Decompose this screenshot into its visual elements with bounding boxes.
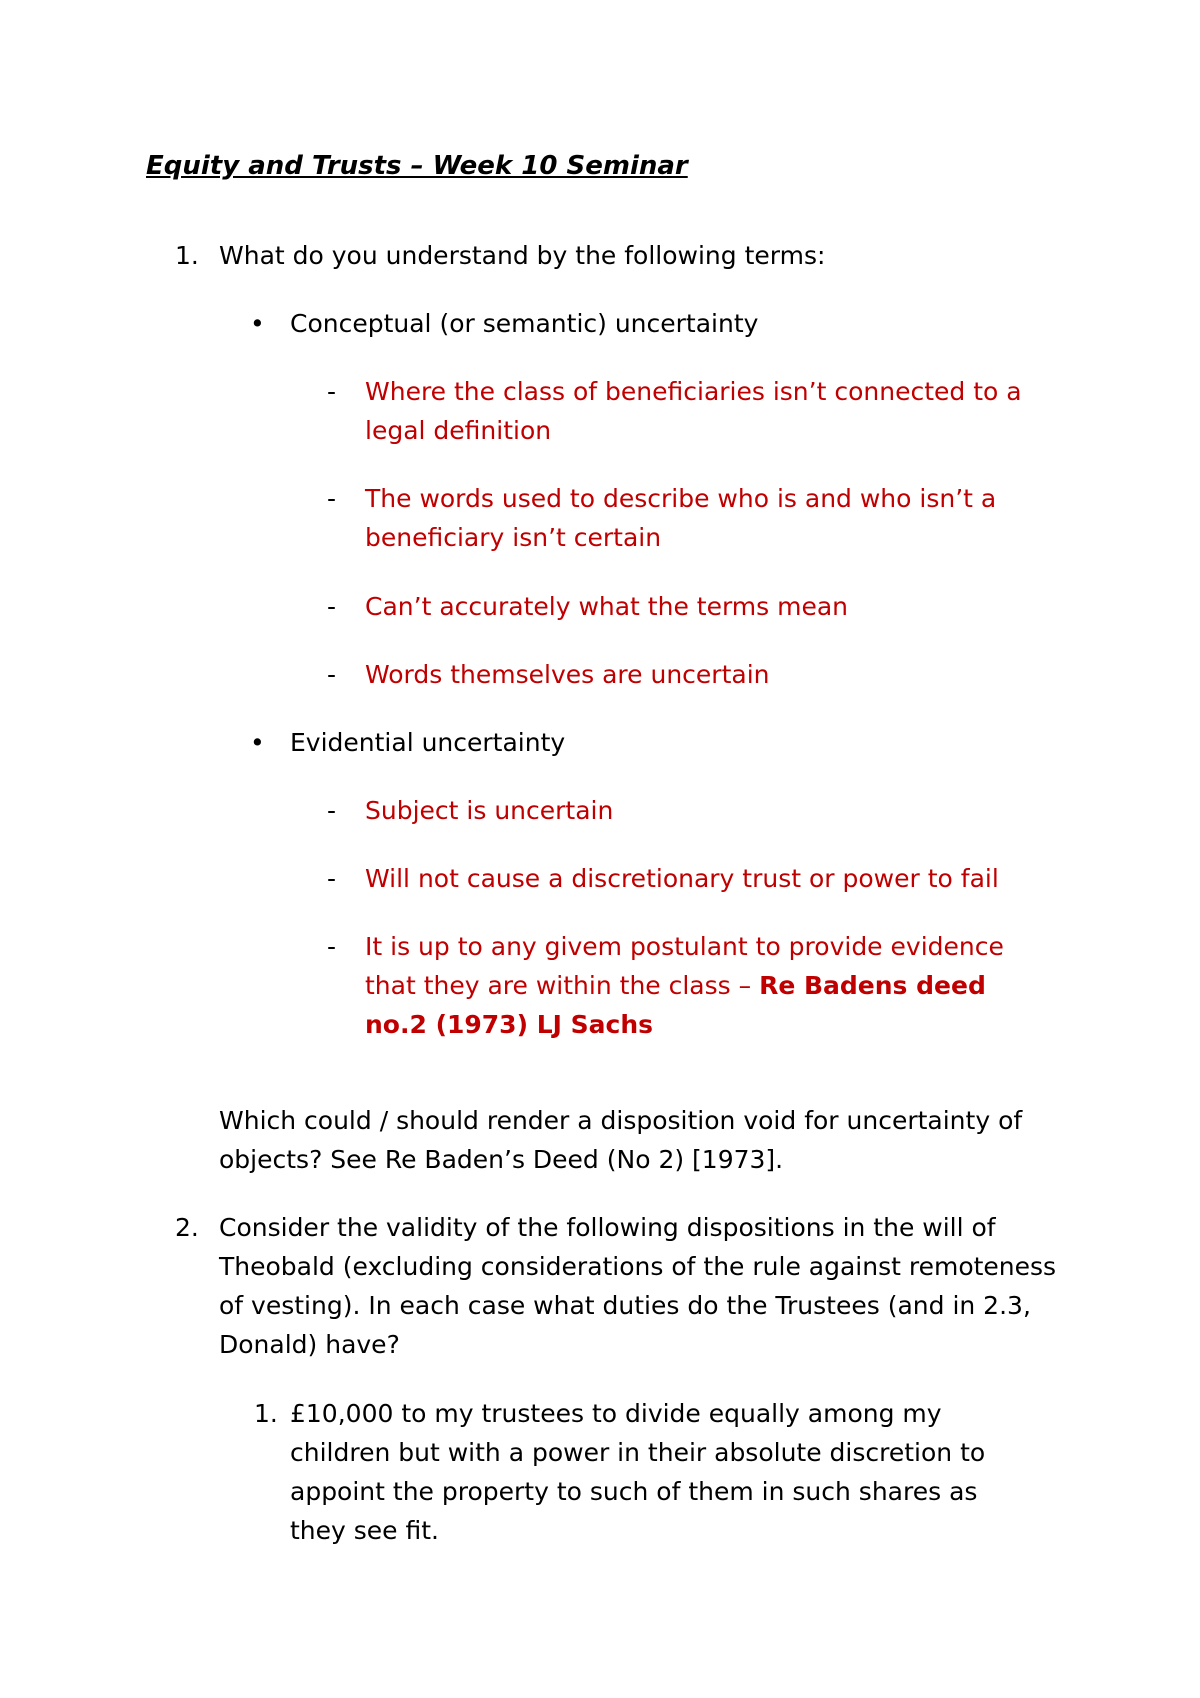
answer-item <box>327 791 1067 830</box>
answer-item <box>327 927 1037 1044</box>
question-2 <box>175 1208 1060 1364</box>
dash-icon: - <box>327 660 337 689</box>
dash-icon: - <box>327 796 337 825</box>
bullet-item-evidential <box>250 723 1050 762</box>
bullet-item-conceptual <box>250 304 1050 343</box>
question-number: 2. <box>175 1213 199 1242</box>
bullet-icon: • <box>250 728 265 757</box>
answer-text: Can’t accurately what the terms mean <box>365 592 849 621</box>
bullet-label: Conceptual (or semantic) uncertainty <box>290 309 759 338</box>
question-text: What do you understand by the following terms: <box>219 241 826 270</box>
answer-text-plain: It is up to any givem postulant to provide evidence that they are within the class – <box>365 932 1004 1000</box>
answer-item <box>327 859 1067 898</box>
dash-icon: - <box>327 864 337 893</box>
question-1 <box>175 236 1075 275</box>
answer-text: The words used to describe who is and who isn’t a beneficiary isn’t certain <box>365 484 997 552</box>
sub-question-2-1 <box>254 1394 1034 1550</box>
answer-text: Subject is uncertain <box>365 796 614 825</box>
answer-item <box>327 372 1042 450</box>
answer-text: Words themselves are uncertain <box>365 660 770 689</box>
answer-item <box>327 655 1067 694</box>
answer-item <box>327 479 1042 557</box>
sub-question-number: 1. <box>254 1399 278 1428</box>
dash-icon: - <box>327 592 337 621</box>
answer-text: Will not cause a discretionary trust or power to fail <box>365 864 999 893</box>
document-title: Equity and Trusts – Week 10 Seminar <box>146 151 688 181</box>
question-number: 1. <box>175 241 199 270</box>
answer-text <box>365 927 1037 1044</box>
bullet-icon: • <box>250 309 265 338</box>
dash-icon: - <box>327 932 337 961</box>
bullet-label: Evidential uncertainty <box>290 728 566 757</box>
answer-item <box>327 587 1067 626</box>
question-text: Consider the validity of the following dispositions in the will of Theobald (excluding considerations of the rule against remoteness of vesting). In each case what duties do the Trustees (and in 2.3, Donald) have? <box>219 1213 1057 1359</box>
sub-question-text: £10,000 to my trustees to divide equally among my children but with a power in their absolute discretion to appoint the property to such of them in such shares as they see fit. <box>290 1399 986 1545</box>
dash-icon: - <box>327 377 337 406</box>
dash-icon: - <box>327 484 337 513</box>
question-follow-up: Which could / should render a disposition void for uncertainty of objects? See Re Baden’s Deed (No 2) [1973]. <box>219 1106 1023 1174</box>
case-citation: Re Badens deed no.2 (1973) LJ Sachs <box>365 971 986 1039</box>
answer-text: Where the class of beneficiaries isn’t connected to a legal definition <box>365 377 1022 445</box>
